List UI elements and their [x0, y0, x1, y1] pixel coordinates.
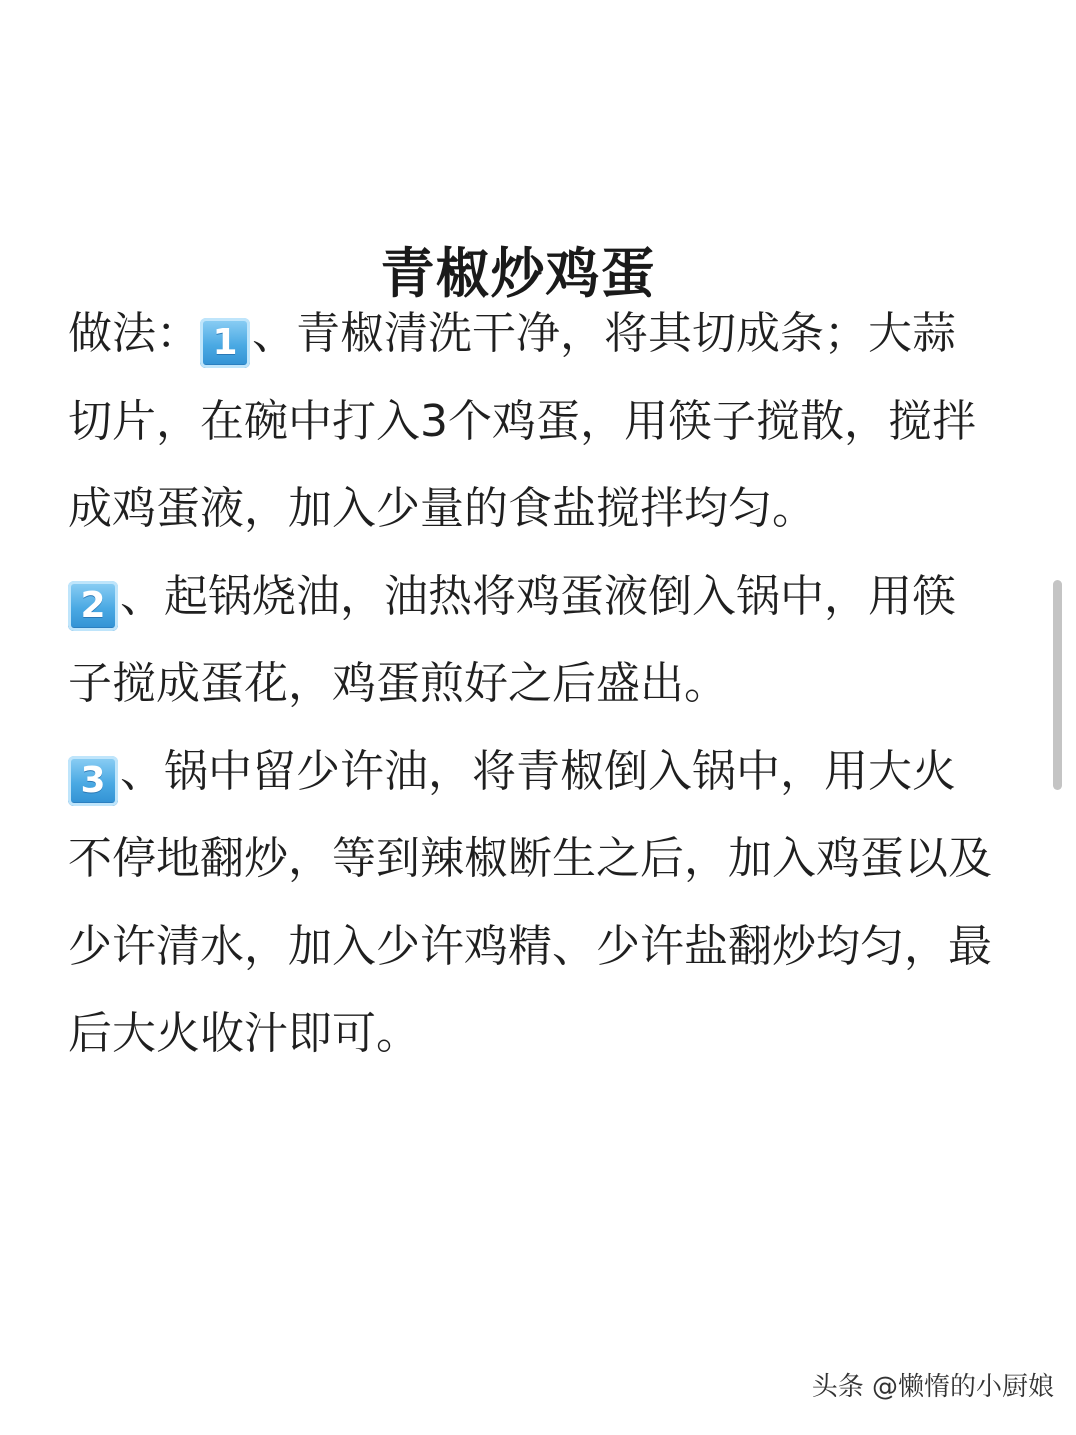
- step-number: 1: [212, 322, 238, 363]
- scrollbar[interactable]: [1053, 580, 1062, 790]
- recipe-method: [68, 290, 998, 1078]
- method-label: 做法：: [68, 308, 200, 359]
- keycap-digit-icon: [200, 318, 250, 368]
- keycap-digit-icon: [68, 756, 118, 806]
- step-text: 、青椒清洗干净，将其切成条；大蒜切片，在碗中打入3个鸡蛋，用筷子搅散，搅拌成鸡蛋液，加入少量的食盐搅拌均匀。: [68, 308, 976, 534]
- step-text: 、锅中留少许油，将青椒倒入锅中，用大火不停地翻炒，等到辣椒断生之后，加入鸡蛋以及少许清水，加入少许鸡精、少许盐翻炒均匀，最后大火收汁即可。: [68, 745, 992, 1059]
- step-number: 3: [80, 759, 106, 801]
- step-number: 2: [80, 584, 106, 626]
- source-watermark: 头条 @懒惰的小厨娘: [811, 1372, 1054, 1402]
- keycap-digit-icon: [68, 581, 118, 631]
- step-2: [68, 553, 998, 728]
- recipe-title: 青椒炒鸡蛋: [380, 242, 656, 306]
- step-1: [68, 290, 998, 553]
- step-3: [68, 728, 998, 1078]
- step-text: 、起锅烧油，油热将鸡蛋液倒入锅中，用筷子搅成蛋花，鸡蛋煎好之后盛出。: [68, 570, 956, 709]
